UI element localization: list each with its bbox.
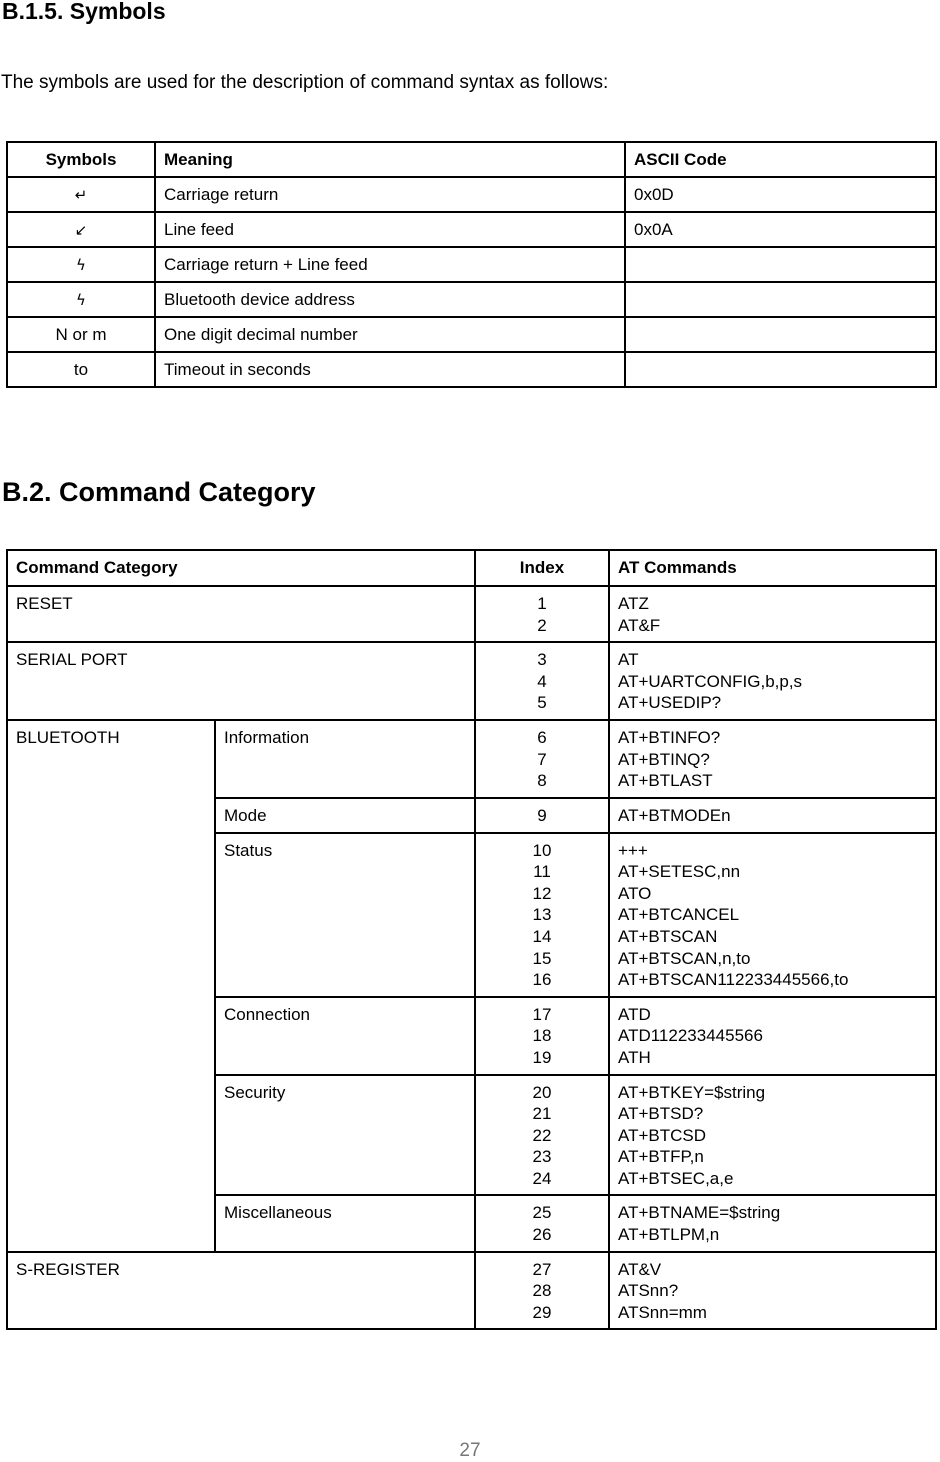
index-value: 24 — [532, 1168, 552, 1188]
ascii-cell — [625, 247, 936, 282]
commands-cell — [609, 798, 936, 833]
symbol-cell: N or m — [7, 317, 155, 352]
symbols-table — [6, 141, 937, 388]
at-command: +++ — [618, 840, 648, 860]
at-command: AT+BTCSD — [618, 1125, 707, 1145]
symbol-cell: to — [7, 352, 155, 387]
column-header-command-category: Command Category — [7, 550, 475, 586]
at-command: AT+BTSD? — [618, 1104, 704, 1124]
carriage-return-icon: ↵ — [74, 185, 88, 204]
index-value: 12 — [532, 883, 552, 903]
index-value: 10 — [532, 840, 552, 860]
index-cell — [475, 798, 609, 833]
at-command: ATSnn=mm — [618, 1302, 707, 1322]
table-row — [7, 352, 936, 387]
at-command: ATZ — [618, 594, 649, 613]
index-cell — [475, 586, 609, 642]
symbol-cell — [7, 282, 155, 317]
index-value: 17 — [532, 1004, 552, 1024]
index-value: 13 — [532, 905, 552, 925]
index-value: 25 — [532, 1203, 552, 1223]
index-value: 26 — [532, 1225, 552, 1245]
subcategory-cell: Status — [215, 833, 475, 997]
commands-cell — [609, 586, 936, 642]
column-header-meaning: Meaning — [155, 142, 625, 177]
index-value: 2 — [537, 615, 547, 635]
meaning-cell: Bluetooth device address — [155, 282, 625, 317]
index-cell — [475, 720, 609, 798]
meaning-cell: Carriage return — [155, 177, 625, 212]
subcategory-cell: Miscellaneous — [215, 1195, 475, 1251]
index-value: 21 — [532, 1104, 552, 1124]
table-row — [7, 247, 936, 282]
index-cell — [475, 642, 609, 720]
category-cell: SERIAL PORT — [7, 642, 475, 720]
at-command: AT+BTMODEn — [618, 805, 731, 825]
at-command: AT+BTFP,n — [618, 1147, 704, 1167]
meaning-cell: Carriage return + Line feed — [155, 247, 625, 282]
table-row — [7, 212, 936, 247]
index-value: 28 — [532, 1281, 552, 1301]
intro-paragraph: The symbols are used for the description of command syntax as follows: — [1, 72, 609, 93]
index-value: 6 — [537, 728, 547, 748]
index-cell — [475, 1252, 609, 1330]
subcategory-cell: Information — [215, 720, 475, 798]
at-command: AT+BTSCAN — [618, 926, 718, 946]
index-value: 27 — [532, 1259, 552, 1279]
index-value: 15 — [532, 948, 552, 968]
index-value: 23 — [532, 1147, 552, 1167]
line-feed-icon: ↙ — [74, 220, 88, 239]
ascii-cell — [625, 282, 936, 317]
at-command: AT+BTSCAN112233445566,to — [618, 970, 849, 990]
ascii-cell: 0x0D — [625, 177, 936, 212]
at-command: AT+BTKEY=$string — [618, 1082, 766, 1102]
meaning-cell: Timeout in seconds — [155, 352, 625, 387]
index-value: 4 — [537, 671, 547, 691]
index-value: 29 — [532, 1302, 552, 1322]
index-value: 5 — [537, 693, 547, 713]
commands-cell — [609, 1252, 936, 1330]
commands-cell — [609, 642, 936, 720]
category-table-header-row — [7, 550, 936, 586]
index-value: 14 — [532, 926, 552, 946]
at-command: AT+BTINFO? — [618, 728, 721, 748]
ascii-cell — [625, 352, 936, 387]
at-command: ATSnn? — [618, 1281, 679, 1301]
table-row — [7, 586, 936, 642]
symbol-cell — [7, 212, 155, 247]
table-row — [7, 317, 936, 352]
at-command: AT — [618, 650, 639, 670]
at-command: AT+USEDIP? — [618, 693, 722, 713]
symbol-cell — [7, 247, 155, 282]
at-command: AT&V — [618, 1259, 662, 1279]
column-header-ascii-code: ASCII Code — [625, 142, 936, 177]
index-value: 19 — [532, 1047, 552, 1067]
section-heading-symbols: B.1.5. Symbols — [2, 0, 166, 24]
table-row — [7, 282, 936, 317]
index-value: 1 — [537, 594, 547, 613]
index-cell — [475, 1075, 609, 1196]
index-cell — [475, 833, 609, 997]
table-row — [7, 1252, 936, 1330]
at-command: AT+UARTCONFIG,b,p,s — [618, 671, 803, 691]
table-row — [7, 177, 936, 212]
commands-cell — [609, 997, 936, 1075]
at-command: ATO — [618, 883, 652, 903]
category-cell: BLUETOOTH — [7, 720, 215, 1251]
at-command: AT&F — [618, 615, 661, 635]
command-category-table — [6, 549, 937, 1330]
column-header-index: Index — [475, 550, 609, 586]
meaning-cell: Line feed — [155, 212, 625, 247]
index-value: 16 — [532, 970, 552, 990]
meaning-cell: One digit decimal number — [155, 317, 625, 352]
index-value: 3 — [537, 650, 547, 670]
at-command: AT+SETESC,nn — [618, 862, 741, 882]
symbols-table-header-row — [7, 142, 936, 177]
category-cell: RESET — [7, 586, 475, 642]
ascii-cell — [625, 317, 936, 352]
at-command: ATH — [618, 1047, 651, 1067]
at-command: ATD — [618, 1004, 651, 1024]
index-value: 20 — [532, 1082, 552, 1102]
bluetooth-address-icon: ϟ — [76, 290, 86, 309]
at-command: AT+BTSEC,a,e — [618, 1168, 734, 1188]
index-value: 9 — [537, 805, 547, 825]
commands-cell — [609, 720, 936, 798]
column-header-symbols: Symbols — [7, 142, 155, 177]
section-heading-command-category: B.2. Command Category — [2, 477, 316, 507]
category-cell: S-REGISTER — [7, 1252, 475, 1330]
column-header-at-commands: AT Commands — [609, 550, 936, 586]
at-command: ATD112233445566 — [618, 1026, 763, 1046]
index-cell — [475, 997, 609, 1075]
commands-cell — [609, 833, 936, 997]
subcategory-cell: Security — [215, 1075, 475, 1196]
index-cell — [475, 1195, 609, 1251]
subcategory-cell: Mode — [215, 798, 475, 833]
symbol-cell — [7, 177, 155, 212]
at-command: AT+BTCANCEL — [618, 905, 740, 925]
commands-cell — [609, 1075, 936, 1196]
ascii-cell: 0x0A — [625, 212, 936, 247]
index-value: 22 — [532, 1125, 552, 1145]
at-command: AT+BTLAST — [618, 771, 713, 791]
page-number: 27 — [459, 1440, 481, 1461]
commands-cell — [609, 1195, 936, 1251]
index-value: 8 — [537, 771, 547, 791]
subcategory-cell: Connection — [215, 997, 475, 1075]
table-row — [7, 720, 936, 798]
at-command: AT+BTNAME=$string — [618, 1203, 781, 1223]
index-value: 18 — [532, 1026, 552, 1046]
crlf-icon: ϟ — [76, 255, 86, 274]
index-value: 11 — [533, 862, 551, 882]
at-command: AT+BTINQ? — [618, 749, 710, 769]
table-row — [7, 642, 936, 720]
at-command: AT+BTSCAN,n,to — [618, 948, 751, 968]
at-command: AT+BTLPM,n — [618, 1225, 720, 1245]
index-value: 7 — [537, 749, 547, 769]
